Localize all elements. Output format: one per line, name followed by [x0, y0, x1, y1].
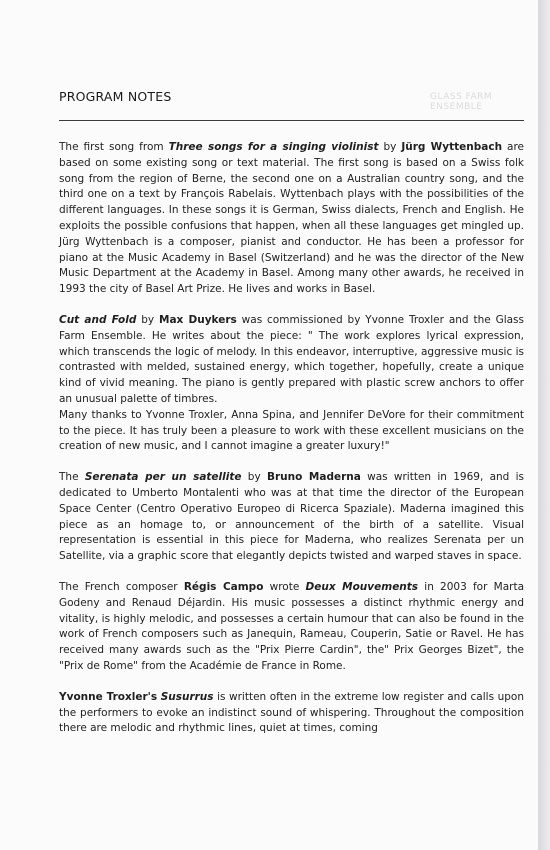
page-title: PROGRAM NOTES	[59, 89, 172, 104]
composer-name: Jürg Wyttenbach	[401, 141, 503, 153]
text-run: was commissioned by Yvonne Troxler and the Glass Farm Ensemble. He writes about the piece: " The work explores lyrical expression, which transcends the logic of melody. In this endeavor, interruptive, aggressive music is contrasted with melded, sustained energy, which together, hopefully, create a unique kind of vivid meaning. The piano is gently prepared with plastic screw anchors to offer an unusual palette of timbres.	[59, 313, 525, 405]
note-troxler	[59, 690, 524, 737]
work-title: Three songs for a singing violinist	[168, 141, 379, 153]
composer-name: Max Duykers	[159, 313, 237, 326]
work-title: Cut and Fold	[59, 313, 137, 326]
note-maderna	[59, 470, 524, 565]
program-notes-body	[59, 140, 524, 737]
bleed-through-text: GLASS FARM ENSEMBLE	[430, 92, 493, 112]
composer-name: Bruno Maderna	[266, 471, 361, 484]
text-run: in 2003 for Marta Godeny and Renaud Déjardin. His music possesses a distinct rhythmic energy and vitality, is highly melodic, and possesses a certain humour that can also be found in the work of French composers such as Janequin, Rameau, Couperin, Satie or Ravel. He has received many awards such as the "Prix Pierre Cardin", the" Prix Georges Bizet", the "Prix de Rome" from the Académie de France in Rome.	[59, 580, 525, 672]
text-run: The	[59, 471, 85, 484]
text-run: The French composer	[59, 580, 184, 593]
work-title: Serenata per un satellite	[84, 471, 242, 484]
note-duykers-thanks: Many thanks to Yvonne Troxler, Anna Spina, and Jennifer DeVore for their commitment to the piece. It has truly been a pleasure to work with these excellent musicians on the creation of new music, and I cannot imagine a greater luxury!"	[59, 408, 524, 453]
composer-name: Régis Campo	[183, 580, 264, 593]
text-run: by	[378, 141, 402, 153]
text-run: was written in 1969, and is dedicated to Umberto Montalenti who was at that time the director of the European Space Center (Centro Operativo Europeo di Ricerca Spaziale). Maderna imagined this piece as an homage to, or announcement of the birth of a satellite. Visual representation is essential in this piece for Maderna, who realizes Serenata per un Satellite, via a graphic score that elegantly depicts twisted and warped staves in space.	[59, 471, 525, 563]
header-divider	[59, 120, 524, 121]
composer-name: Yvonne Troxler's	[59, 690, 158, 703]
note-duykers	[59, 313, 524, 408]
note-campo	[59, 580, 524, 675]
note-wyttenbach	[59, 140, 524, 298]
text-run: is written often in the extreme low register and calls upon the performers to evoke an indistinct sound of whispering. Throughout the composition there are melodic and rhythmic lines, quiet at times, coming	[59, 690, 524, 735]
text-run: by	[136, 313, 159, 326]
work-title: Deux Mouvements	[305, 580, 419, 593]
work-title: Susurrus	[160, 690, 214, 703]
text-run: by	[241, 471, 267, 484]
text-run: wrote	[263, 580, 306, 593]
text-run: The first song from	[59, 141, 169, 153]
page-edge	[538, 0, 550, 850]
text-run: are based on some existing song or text material. The first song is based on a Swiss folk song from the region of Berne, the second one on a Australian country song, and the third one on a text by François Rabelais. Wyttenbach plays with the possibilities of the different languages. In these songs it is German, Swiss dialects, French and English. He exploits the possible confusions that happen, when all these languages get mingled up. Jürg Wyttenbach is a composer, pianist and conductor. He has been a professor for piano at the Music Academy in Basel (Switzerland) and he was the director of the New Music Department at the Academy in Basel. Among many other awards, he received in 1993 the city of Basel Art Prize. He lives and works in Basel.	[59, 141, 524, 296]
